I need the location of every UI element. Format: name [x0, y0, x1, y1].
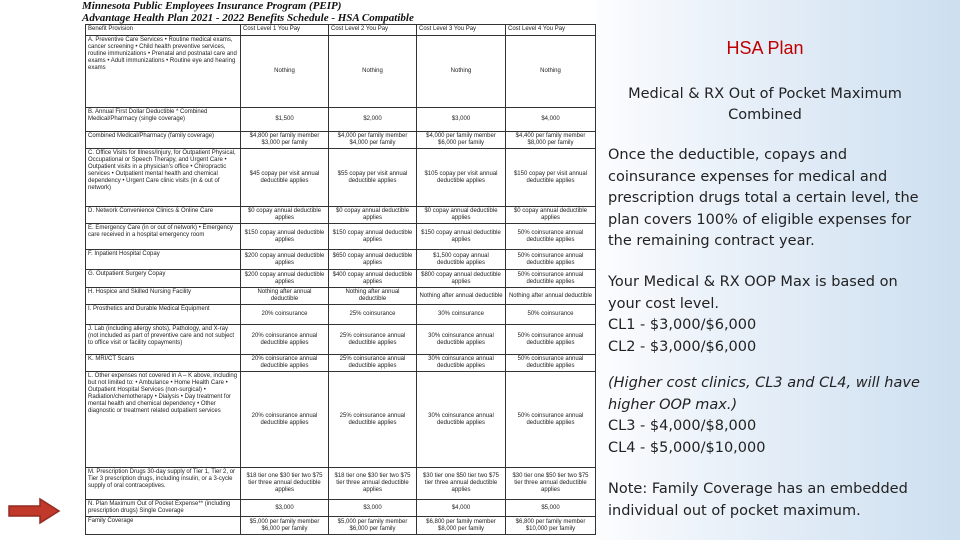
cost-cell: $150 copay annual deductible applies	[241, 224, 329, 250]
red-arrow-icon	[6, 497, 62, 525]
cost-cell: $5,000 per family member $6,000 per family	[241, 517, 329, 535]
cost-cell: $45 copay per visit annual deductible applies	[241, 149, 329, 207]
text-line: higher OOP max.)	[608, 396, 738, 413]
benefits-schedule-image	[80, 0, 597, 540]
text-line: CL2 - $3,000/$6,000	[608, 338, 757, 355]
text-line: your cost level.	[608, 295, 719, 312]
benefit-label: G. Outpatient Surgery Copay	[86, 270, 241, 288]
benefit-label: L. Other expenses not covered in A – K above, including but not limited to: • Ambulance • Home Health Care • Outpatient Hospital Services (non-surgical) • Radiation/chemotherapy • Dialysis • Day treatment for mental health and chemical dependency • Other diagnostic or treatment related outpatient services	[86, 372, 241, 468]
text-line: CL3 - $4,000/$8,000	[608, 418, 757, 434]
benefit-label: K. MRI/CT Scans	[86, 355, 241, 372]
table-row	[86, 500, 596, 517]
header-cl3: Cost Level 3 You Pay	[417, 25, 506, 36]
cost-cell: $0 copay annual deductible applies	[329, 207, 417, 224]
header-benefit: Benefit Provision	[86, 25, 241, 36]
schedule-title: Minnesota Public Employees Insurance Program (PEIP)	[82, 0, 342, 12]
cost-cell: $6,800 per family member $8,000 per family	[417, 517, 506, 535]
benefit-label: N. Plan Maximum Out of Pocket Expense** (including prescription drugs) Single Coverage	[86, 500, 241, 517]
cost-cell: 30% coinsurance annual deductible applies	[417, 372, 506, 468]
cost-cell: $400 copay annual deductible applies	[329, 270, 417, 288]
benefit-label: A. Preventive Care Services • Routine medical exams, cancer screening • Child health preventive services, routine immunizations • Prenatal and postnatal care and exams • Adult immunizations • Routine eye and hearing exams	[86, 36, 241, 108]
cost-cell: $150 copay annual deductible applies	[417, 224, 506, 250]
cost-cell: Nothing	[329, 36, 417, 108]
text-line: (Higher cost clinics, CL3 and CL4, will have	[608, 375, 920, 391]
cost-cell: 50% coinsurance annual deductible applies	[506, 224, 596, 250]
text-line: prescription drugs total a certain level, the	[608, 190, 919, 206]
cost-cell: Nothing after annual deductible	[417, 288, 506, 305]
benefit-label: M. Prescription Drugs 30-day supply of Tier 1, Tier 2, or Tier 3 prescription drugs, including insulin, or a 3-cycle supply of oral contraceptives.	[86, 468, 241, 500]
cost-cell: 30% coinsurance	[417, 305, 506, 325]
benefit-label: Family Coverage	[86, 517, 241, 535]
cost-cell: $1,500	[241, 108, 329, 132]
table-row	[86, 517, 596, 535]
benefit-label: J. Lab (including allergy shots), Pathology, and X-ray (not included as part of preventive care and not subject to office visit or facility copayments)	[86, 325, 241, 355]
schedule-subtitle: Advantage Health Plan 2021 - 2022 Benefits Schedule - HSA Compatible	[82, 12, 414, 24]
text-line: the remaining contract year.	[608, 233, 815, 249]
cost-cell: $4,000	[417, 500, 506, 517]
cost-cell: $2,000	[329, 108, 417, 132]
cost-cell: $4,000 per family member $4,000 per family	[329, 132, 417, 149]
cost-cell: $4,800 per family member $3,000 per family	[241, 132, 329, 149]
cost-cell: Nothing	[241, 36, 329, 108]
cost-cell: 50% coinsurance annual deductible applies	[506, 250, 596, 270]
panel-title: HSA Plan	[726, 38, 804, 58]
cost-cell: 25% coinsurance annual deductible applies	[329, 355, 417, 372]
text-line: Your Medical & RX OOP Max is based on	[608, 274, 898, 290]
cost-cell: $200 copay annual deductible applies	[241, 250, 329, 270]
benefit-label: B. Annual First Dollar Deductible * Combined Medical/Pharmacy (single coverage)	[86, 108, 241, 132]
table-row	[86, 36, 596, 108]
cost-cell: $4,000	[506, 108, 596, 132]
table-row	[86, 305, 596, 325]
benefit-label: D. Network Convenience Clinics & Online Care	[86, 207, 241, 224]
table-row	[86, 288, 596, 305]
cost-cell: 20% coinsurance annual deductible applies	[241, 325, 329, 355]
cost-cell: 25% coinsurance	[329, 305, 417, 325]
family-note-paragraph	[608, 479, 928, 522]
cost-cell: Nothing after annual deductible	[241, 288, 329, 305]
cost-cell: $5,000	[506, 500, 596, 517]
panel-subtitle	[600, 84, 930, 126]
cost-cell: 30% coinsurance annual deductible applies	[417, 355, 506, 372]
cost-cell: $0 copay annual deductible applies	[506, 207, 596, 224]
cost-cell: Nothing after annual deductible	[506, 288, 596, 305]
text-line: individual out of pocket maximum.	[608, 502, 861, 519]
table-row	[86, 207, 596, 224]
deductible-paragraph	[608, 145, 928, 253]
cost-cell: $5,000 per family member $6,000 per family	[329, 517, 417, 535]
cost-cell: $3,000	[241, 500, 329, 517]
cost-cell: $30 tier one $50 tier two $75 tier three annual deductible applies	[417, 468, 506, 500]
table-row	[86, 108, 596, 132]
cost-cell: 25% coinsurance annual deductible applies	[329, 325, 417, 355]
table-row	[86, 149, 596, 207]
cost-cell: $3,000	[329, 500, 417, 517]
cost-cell: $150 copay annual deductible applies	[329, 224, 417, 250]
table-row	[86, 468, 596, 500]
text-line: coinsurance expenses for medical and	[608, 168, 888, 185]
text-line: Once the deductible, copays and	[608, 147, 848, 163]
cost-cell: $0 copay annual deductible applies	[417, 207, 506, 224]
cost-cell: $3,000	[417, 108, 506, 132]
cost-cell: Nothing	[417, 36, 506, 108]
cost-cell: Nothing	[506, 36, 596, 108]
cost-level-paragraph	[608, 272, 928, 358]
cost-cell: 50% coinsurance annual deductible applies	[506, 372, 596, 468]
benefit-label: E. Emergency Care (in or out of network) • Emergency care received in a hospital emergency room	[86, 224, 241, 250]
header-cl2: Cost Level 2 You Pay	[329, 25, 417, 36]
benefit-label: I. Prosthetics and Durable Medical Equipment	[86, 305, 241, 325]
cost-cell: $1,500 copay annual deductible applies	[417, 250, 506, 270]
header-cl4: Cost Level 4 You Pay	[506, 25, 596, 36]
benefit-label: Combined Medical/Pharmacy (family coverage)	[86, 132, 241, 149]
cost-cell: $105 copay per visit annual deductible applies	[417, 149, 506, 207]
cost-cell: $200 copay annual deductible applies	[241, 270, 329, 288]
cost-cell: $150 copay per visit annual deductible applies	[506, 149, 596, 207]
cost-cell: $4,000 per family member $6,000 per family	[417, 132, 506, 149]
text-line: CL1 - $3,000/$6,000	[608, 317, 757, 333]
cost-cell: 50% coinsurance annual deductible applies	[506, 355, 596, 372]
table-row	[86, 372, 596, 468]
table-row	[86, 325, 596, 355]
cost-cell: 20% coinsurance	[241, 305, 329, 325]
table-row	[86, 270, 596, 288]
cost-cell: $18 tier one $30 tier two $75 tier three annual deductible applies	[241, 468, 329, 500]
cost-cell: 20% coinsurance annual deductible applies	[241, 355, 329, 372]
cost-cell: $4,400 per family member $8,000 per family	[506, 132, 596, 149]
header-cl1: Cost Level 1 You Pay	[241, 25, 329, 36]
cost-cell: $55 copay per visit annual deductible applies	[329, 149, 417, 207]
hsa-info-panel	[600, 0, 960, 540]
text-line: plan covers 100% of eligible expenses for	[608, 211, 912, 228]
cost-cell: 50% coinsurance annual deductible applies	[506, 325, 596, 355]
table-header-row	[86, 25, 596, 36]
benefit-label: C. Office Visits for Illness/Injury, for Outpatient Physical, Occupational or Speech Therapy, and Urgent Care • Outpatient visits in a physician's office • Chiropractic services • Outpatient mental health and chemical dependency • Urgent Care clinic visits (in & out of network)	[86, 149, 241, 207]
cost-cell: $6,800 per family member $10,000 per family	[506, 517, 596, 535]
text-line: CL4 - $5,000/$10,000	[608, 439, 766, 456]
benefit-label: H. Hospice and Skilled Nursing Facility	[86, 288, 241, 305]
table-row	[86, 132, 596, 149]
subtitle-line: Combined	[728, 107, 802, 123]
text-line: Note: Family Coverage has an embedded	[608, 481, 908, 497]
cost-cell: $650 copay annual deductible applies	[329, 250, 417, 270]
table-row	[86, 355, 596, 372]
cost-cell: $0 copay annual deductible applies	[241, 207, 329, 224]
cost-cell: 20% coinsurance annual deductible applies	[241, 372, 329, 468]
cost-cell: $30 tier one $50 tier two $75 tier three annual deductible applies	[506, 468, 596, 500]
higher-cost-paragraph	[608, 373, 928, 459]
cost-cell: $18 tier one $30 tier two $75 tier three annual deductible applies	[329, 468, 417, 500]
cost-cell: 30% coinsurance annual deductible applies	[417, 325, 506, 355]
cost-cell: 25% coinsurance annual deductible applies	[329, 372, 417, 468]
cost-cell: $800 copay annual deductible applies	[417, 270, 506, 288]
table-row	[86, 250, 596, 270]
benefit-label: F. Inpatient Hospital Copay	[86, 250, 241, 270]
cost-cell: 50% coinsurance annual deductible applies	[506, 270, 596, 288]
cost-cell: Nothing after annual deductible	[329, 288, 417, 305]
benefits-table	[85, 24, 596, 535]
subtitle-line: Medical & RX Out of Pocket Maximum	[628, 86, 902, 102]
table-row	[86, 224, 596, 250]
cost-cell: 50% coinsurance	[506, 305, 596, 325]
